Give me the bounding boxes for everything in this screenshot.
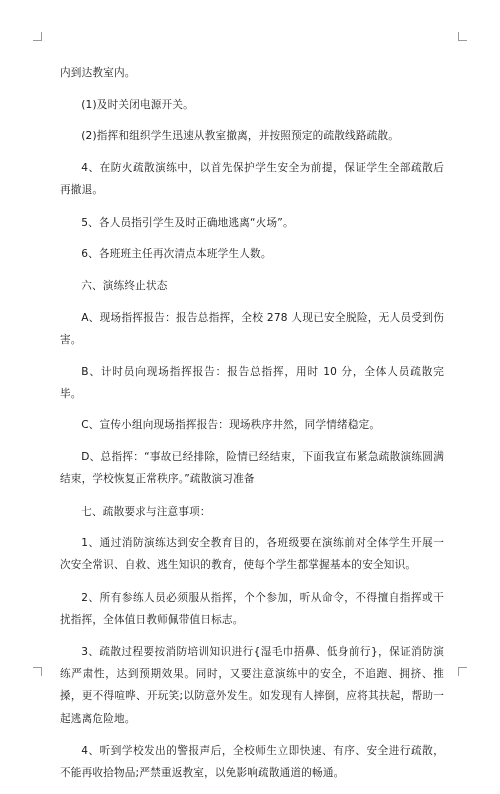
crop-mark-bottom-right bbox=[458, 667, 467, 676]
paragraph-continuation: 内到达教室内。 bbox=[60, 67, 136, 79]
crop-mark-top-right bbox=[458, 32, 467, 41]
paragraph-item-5: 5、各人员指引学生及时正确地逃离“火场”。 bbox=[81, 216, 294, 229]
paragraph-requirement-2: 2、所有参练人员必须服从指挥，个个参加，听从命令，不得擅自指挥或干扰指挥，全体值日教师佩带值日标志。 bbox=[60, 591, 444, 626]
paragraph-item-6: 6、各班班主任再次清点本班学生人数。 bbox=[81, 248, 272, 261]
paragraph-step-2: (2)指挥和组织学生迅速从教室撤离，并按照预定的疏散线路疏散。 bbox=[81, 130, 400, 143]
paragraph-requirement-4: 4、听到学校发出的警报声后，全校师生立即快速、有序、安全进行疏散，不能再收拾物品;严禁重返教室，以免影响疏散通道的畅通。 bbox=[60, 744, 444, 780]
paragraph-report-c: C、宣传小组向现场指挥报告：现场秩序井然，同学情绪稳定。 bbox=[81, 419, 381, 432]
paragraph-requirement-1: 1、通过消防演练达到安全教育目的，各班级要在演练前对全体学生开展一次安全常识、自救、逃生知识的教育，使每个学生都掌握基本的安全知识。 bbox=[60, 537, 444, 572]
section-heading-6: 六、演练终止状态 bbox=[81, 279, 168, 292]
document-body bbox=[60, 62, 444, 794]
crop-mark-top-left bbox=[33, 32, 42, 41]
paragraph-report-d: D、总指挥：“事故已经排除，险情已经结束，下面我宣布紧急疏散演练圆满结束，学校恢复正常秩序。”疏散演习准备 bbox=[60, 451, 444, 486]
paragraph-requirement-3: 3、疏散过程要按消防培训知识进行{湿毛巾捂鼻、低身前行}，保证消防演练严肃性，达到预期效果。同时，又要注意演练中的安全，不追跑、拥挤、推搡，更不得喧哗、开玩笑;以防意外发生。如发现有人摔倒，应将其扶起，帮助一起逃离危险地。 bbox=[60, 646, 444, 725]
section-heading-7: 七、疏散要求与注意事项： bbox=[81, 505, 211, 518]
paragraph-step-1: (1)及时关闭电源开关。 bbox=[81, 98, 194, 111]
paragraph-item-4: 4、在防火疏散演练中，以首先保护学生安全为前提，保证学生全部疏散后再撤退。 bbox=[60, 162, 444, 197]
paragraph-report-b: B、计时员向现场指挥报告：报告总指挥，用时 10 分，全体人员疏散完毕。 bbox=[60, 365, 444, 400]
paragraph-report-a: A、现场指挥报告：报告总指挥，全校 278 人现已安全脱险，无人员受到伤害。 bbox=[60, 311, 444, 346]
crop-mark-bottom-left bbox=[33, 667, 42, 676]
